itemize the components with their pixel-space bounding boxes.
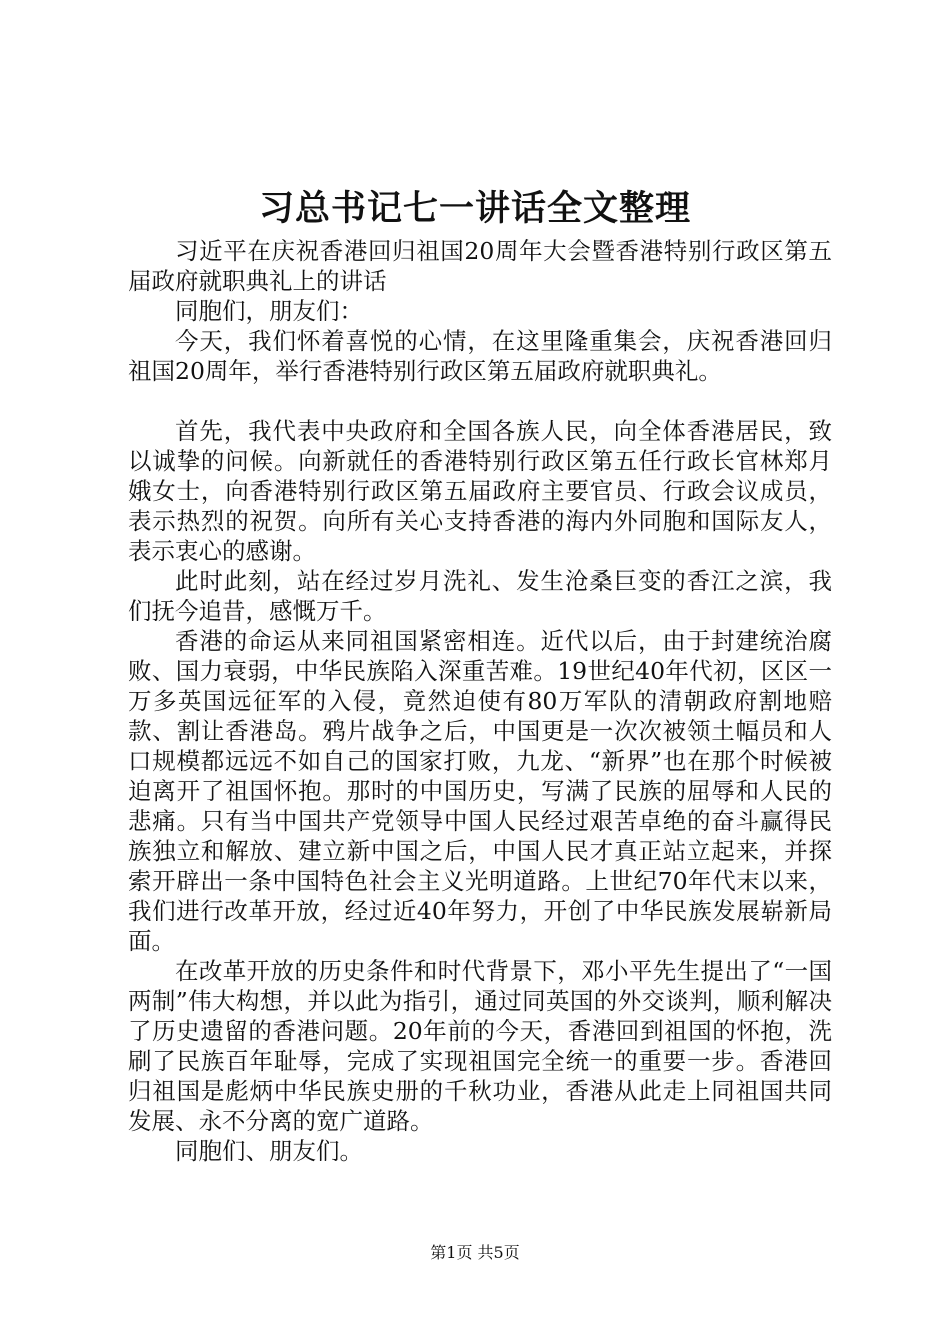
body-paragraph: 首先，我代表中央政府和全国各族人民，向全体香港居民，致以诚挚的问候。向新就任的香港特别行政区第五任行政长官林郑月娥女士，向香港特别行政区第五届政府主要官员、行政会议成员，表示热烈的祝贺。向所有关心支持香港的海内外同胞和国际友人，表示衷心的感谢。 xyxy=(128,417,832,565)
body-paragraph: 今天，我们怀着喜悦的心情，在这里隆重集会，庆祝香港回归祖国20周年，举行香港特别行政区第五届政府就职典礼。 xyxy=(128,327,832,385)
page-footer: 第1页 共5页 xyxy=(430,1243,520,1262)
body-paragraph: 在改革开放的历史条件和时代背景下，邓小平先生提出了“一国两制”伟大构想，并以此为指引，通过同英国的外交谈判，顺利解决了历史遗留的香港问题。20年前的今天，香港回到祖国的怀抱，洗刷了民族百年耻辱，完成了实现祖国完全统一的重要一步。香港回归祖国是彪炳中华民族史册的千秋功业，香港从此走上同祖国共同发展、永不分离的宽广道路。 xyxy=(128,957,832,1135)
body-paragraph: 此时此刻，站在经过岁月洗礼、发生沧桑巨变的香江之滨，我们抚今追昔，感慨万千。 xyxy=(128,567,832,625)
paragraph-spacer xyxy=(128,386,832,416)
speech-heading-paragraph: 习近平在庆祝香港回归祖国20周年大会暨香港特别行政区第五届政府就职典礼上的讲话 xyxy=(128,237,832,295)
document-title: 习总书记七一讲话全文整理 xyxy=(258,188,691,229)
salutation-paragraph: 同胞们，朋友们： xyxy=(175,297,363,325)
salutation-paragraph: 同胞们、朋友们。 xyxy=(175,1137,363,1165)
document-body xyxy=(128,236,832,1166)
body-paragraph: 香港的命运从来同祖国紧密相连。近代以后，由于封建统治腐败、国力衰弱，中华民族陷入深重苦难。19世纪40年代初，区区一万多英国远征军的入侵，竟然迫使有80万军队的清朝政府割地赔款、割让香港岛。鸦片战争之后，中国更是一次次被领土幅员和人口规模都远远不如自己的国家打败，九龙、“新界”也在那个时候被迫离开了祖国怀抱。那时的中国历史，写满了民族的屈辱和人民的悲痛。只有当中国共产党领导中国人民经过艰苦卓绝的奋斗赢得民族独立和解放、建立新中国之后，中国人民才真正站立起来，并探索开辟出一条中国特色社会主义光明道路。上世纪70年代末以来，我们进行改革开放，经过近40年努力，开创了中华民族发展崭新局面。 xyxy=(128,627,832,955)
